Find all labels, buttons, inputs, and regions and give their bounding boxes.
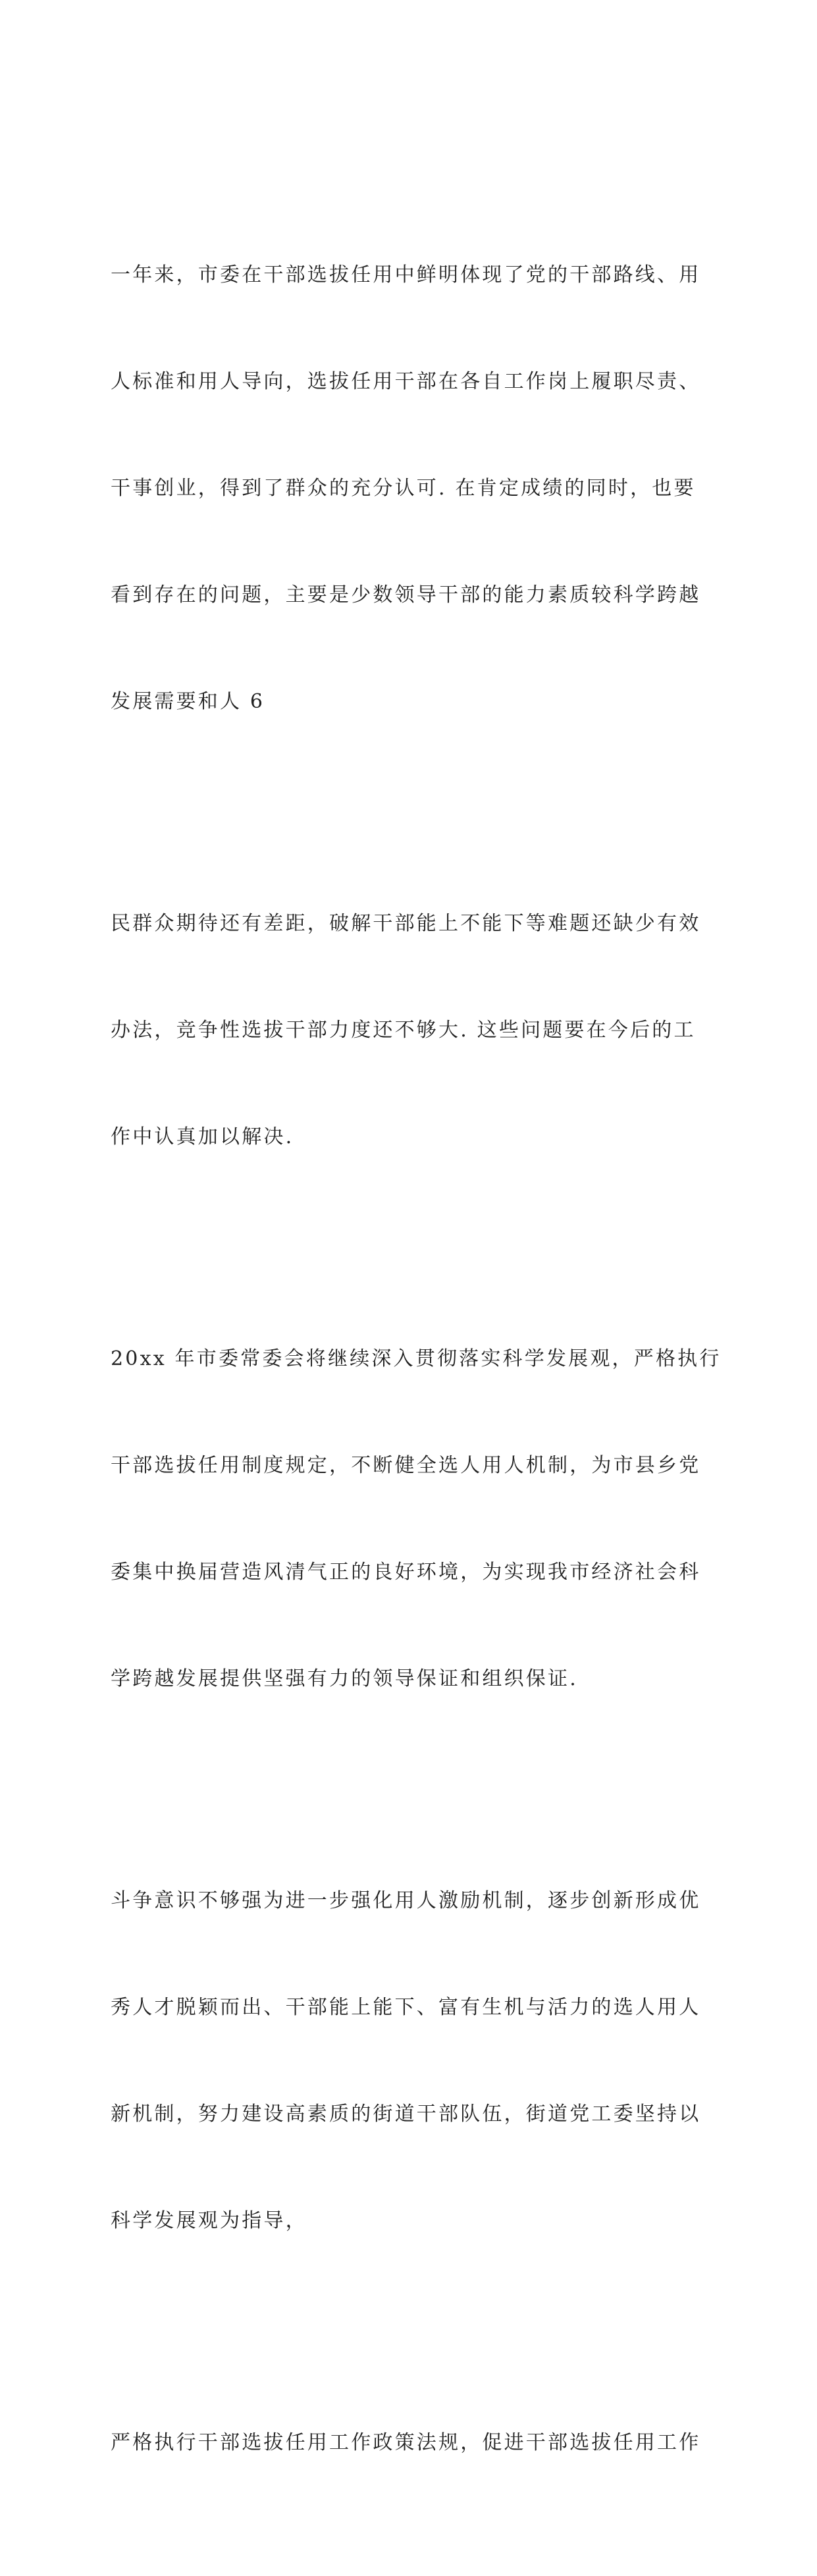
text-line: 民群众期待还有差距，破解干部能上不能下等难题还缺少有效	[111, 912, 701, 935]
document-body	[111, 186, 722, 2576]
text-line: 看到存在的问题，主要是少数领导干部的能力素质较科学跨越	[111, 583, 701, 606]
paragraph-5	[111, 2354, 704, 2532]
text-line: 严格执行干部选拔任用工作政策法规，促进干部选拔任用工作	[111, 2431, 701, 2454]
paragraph-3	[111, 1270, 722, 1768]
text-line: 办法，竞争性选拔干部力度还不够大. 这些问题要在今后的工	[111, 1019, 696, 1042]
text-line: 20xx 年市委常委会将继续深入贯彻落实科学发展观，严格执行	[111, 1347, 722, 1370]
text-line: 发展需要和人 6	[111, 690, 265, 713]
text-line: 学跨越发展提供坚强有力的领导保证和组织保证.	[111, 1667, 578, 1690]
text-line: 斗争意识不够强为进一步强化用人激励机制，逐步创新形成优	[111, 1889, 701, 1912]
paragraph-4	[111, 1812, 704, 2310]
paragraph-1	[111, 186, 704, 791]
text-line: 委集中换届营造风清气正的良好环境，为实现我市经济社会科	[111, 1561, 701, 1584]
text-line: 一年来，市委在干部选拔任用中鲜明体现了党的干部路线、用	[111, 263, 701, 286]
text-line: 作中认真加以解决.	[111, 1125, 294, 1148]
paragraph-2	[111, 835, 704, 1226]
text-line: 秀人才脱颖而出、干部能上能下、富有生机与活力的选人用人	[111, 1996, 701, 2019]
text-line: 人标准和用人导向，选拔任用干部在各自工作岗上履职尽责、	[111, 370, 701, 393]
text-line: 新机制，努力建设高素质的街道干部队伍，街道党工委坚持以	[111, 2103, 701, 2126]
text-line: 干事创业，得到了群众的充分认可. 在肯定成绩的同时，也要	[111, 477, 696, 500]
text-line: 科学发展观为指导，	[111, 2209, 307, 2232]
text-line: 干部选拔任用制度规定，不断健全选人用人机制，为市县乡党	[111, 1454, 701, 1477]
